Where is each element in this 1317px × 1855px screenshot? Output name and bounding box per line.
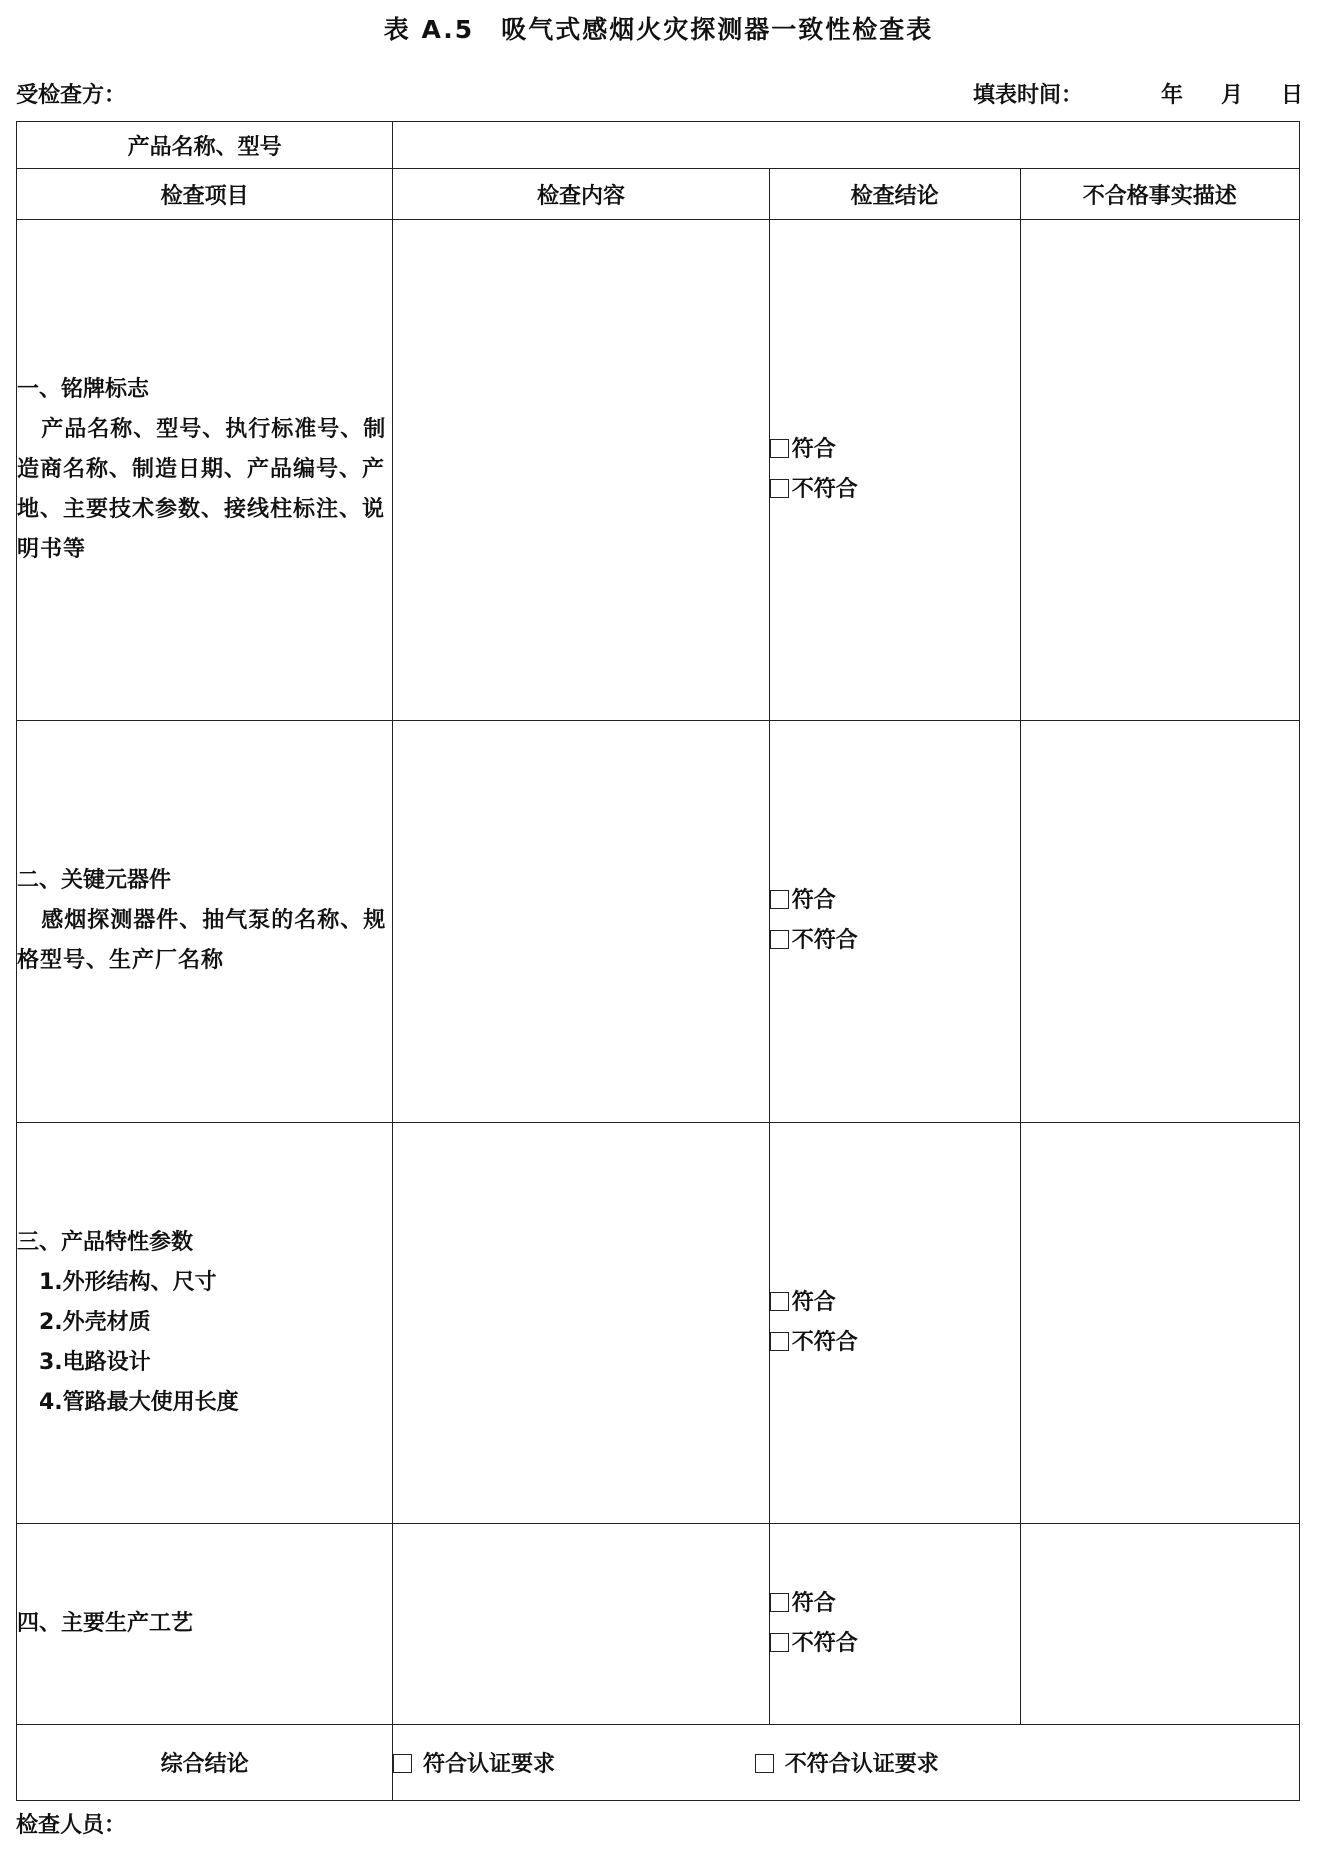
check-content-field[interactable] <box>393 721 769 1122</box>
check-item-head: 二、关键元器件 <box>17 868 172 894</box>
check-item-body: 感烟探测器件、抽气泵的名称、规格型号、生产厂名称 <box>17 908 387 974</box>
pass-option[interactable] <box>770 881 1020 921</box>
check-item-head: 三、产品特性参数 <box>17 1229 194 1255</box>
verdict-cell <box>769 1122 1020 1523</box>
check-item-head: 一、铭牌标志 <box>17 377 150 403</box>
pass-label: 符合 <box>791 437 836 463</box>
inspected-party-label: 受检查方： <box>16 83 127 108</box>
table-row <box>17 721 1300 1122</box>
table-row <box>17 1122 1300 1523</box>
fill-date <box>973 78 1303 109</box>
pass-option[interactable] <box>770 1283 1020 1323</box>
inspection-table <box>16 121 1300 1801</box>
pass-option[interactable] <box>770 430 1020 470</box>
check-content-field[interactable] <box>393 1122 769 1523</box>
checkbox[interactable] <box>393 1754 412 1773</box>
description-field[interactable] <box>1020 721 1299 1122</box>
date-unit-day: 日 <box>1280 83 1303 108</box>
checkbox[interactable] <box>770 1593 789 1612</box>
check-item-body: 产品名称、型号、执行标准号、制造商名称、制造日期、产品编号、产地、主要技术参数、接线柱标注、说明书等 <box>17 417 387 563</box>
checkbox[interactable] <box>770 439 789 458</box>
fill-date-label: 填表时间： <box>972 83 1083 108</box>
col-header-description: 不合格事实描述 <box>1020 169 1299 220</box>
check-item <box>17 721 393 1122</box>
check-item <box>17 1122 393 1523</box>
table-row <box>17 1523 1300 1724</box>
inspector-label: 检查人员： <box>16 1813 127 1838</box>
checkbox[interactable] <box>770 930 789 949</box>
checkbox[interactable] <box>770 1332 789 1351</box>
check-item-head: 四、主要生产工艺 <box>17 1611 194 1637</box>
date-unit-year: 年 <box>1160 83 1183 108</box>
product-label: 产品名称、型号 <box>17 122 393 169</box>
overall-pass-option[interactable] <box>393 1747 555 1778</box>
check-item <box>17 220 393 721</box>
checkbox[interactable] <box>770 1292 789 1311</box>
checkbox[interactable] <box>770 890 789 909</box>
fail-label: 不符合 <box>791 1631 858 1657</box>
overall-label: 综合结论 <box>17 1725 393 1801</box>
product-value-field[interactable] <box>393 122 1300 169</box>
overall-fail-option[interactable] <box>755 1747 939 1778</box>
pass-label: 符合 <box>791 1591 836 1617</box>
col-header-content: 检查内容 <box>393 169 769 220</box>
header-row <box>17 169 1300 220</box>
pass-option[interactable] <box>770 1584 1020 1624</box>
pass-label: 符合 <box>791 1289 836 1315</box>
overall-fail-label: 不符合认证要求 <box>784 1752 939 1778</box>
check-item-sub: 3.电路设计 <box>39 1349 151 1375</box>
overall-row <box>17 1725 1300 1801</box>
check-item-sub: 2.外壳材质 <box>39 1309 151 1335</box>
table-row <box>17 220 1300 721</box>
fail-label: 不符合 <box>791 1329 858 1355</box>
check-item-sub: 1.外形结构、尺寸 <box>39 1269 217 1295</box>
overall-verdict-cell <box>393 1725 1300 1801</box>
description-field[interactable] <box>1020 220 1299 721</box>
checkbox[interactable] <box>770 1633 789 1652</box>
fail-label: 不符合 <box>791 928 858 954</box>
fail-option[interactable] <box>770 470 1020 510</box>
fail-label: 不符合 <box>791 477 858 503</box>
verdict-cell <box>769 1523 1020 1724</box>
col-header-verdict: 检查结论 <box>769 169 1020 220</box>
description-field[interactable] <box>1020 1122 1299 1523</box>
fail-option[interactable] <box>770 1624 1020 1664</box>
check-content-field[interactable] <box>393 220 769 721</box>
check-content-field[interactable] <box>393 1523 769 1724</box>
product-row <box>17 122 1300 169</box>
col-header-item: 检查项目 <box>17 169 393 220</box>
checkbox[interactable] <box>770 479 789 498</box>
checkbox[interactable] <box>755 1754 774 1773</box>
check-item <box>17 1523 393 1724</box>
description-field[interactable] <box>1020 1523 1299 1724</box>
table-title: 表 A.5 吸气式感烟火灾探测器一致性检查表 <box>383 15 934 44</box>
verdict-cell <box>769 721 1020 1122</box>
overall-pass-label: 符合认证要求 <box>423 1752 556 1778</box>
fail-option[interactable] <box>770 1323 1020 1363</box>
check-item-sub: 4.管路最大使用长度 <box>39 1389 239 1415</box>
fail-option[interactable] <box>770 921 1020 961</box>
pass-label: 符合 <box>791 888 836 914</box>
date-unit-month: 月 <box>1220 83 1243 108</box>
verdict-cell <box>769 220 1020 721</box>
